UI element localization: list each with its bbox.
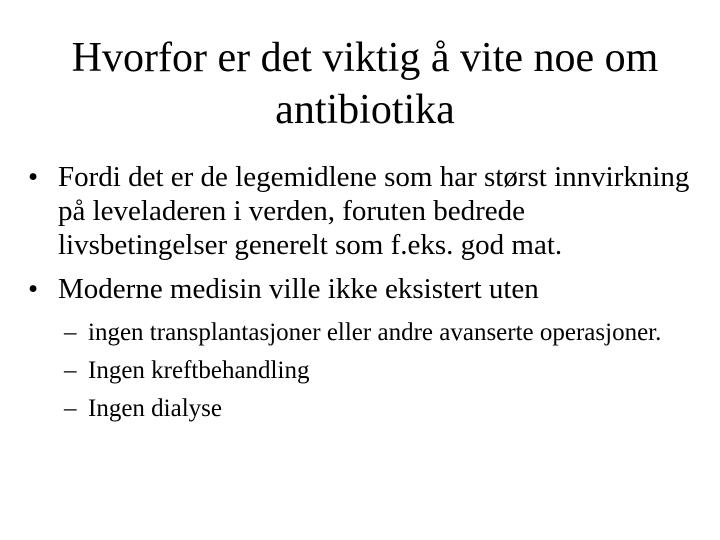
sub-bullet-text: Ingen kreftbehandling: [88, 357, 310, 384]
bullet-text: Moderne medisin ville ikke eksistert uten: [58, 273, 539, 305]
bullet-text: Fordi det er de legemidlene som har størst innvirkning på leveladeren i verden, foruten bedrede livsbetingelser generelt som f.eks. god mat.: [58, 161, 690, 261]
sub-bullet-list: [26, 318, 696, 424]
sub-bullet-item: [26, 394, 696, 424]
bullet-item: [26, 272, 696, 306]
dash-marker-icon: –: [64, 395, 77, 422]
bullet-marker-icon: •: [28, 273, 39, 305]
sub-bullet-text: Ingen dialyse: [88, 395, 222, 422]
sub-bullet-item: [26, 356, 696, 386]
sub-bullet-text: ingen transplantasjoner eller andre avanserte operasjoner.: [88, 319, 662, 346]
bullet-item: [26, 160, 696, 262]
sub-bullet-item: [26, 318, 696, 348]
slide-title: [40, 32, 690, 136]
slide-title-line-1: Hvorfor er det viktig å vite noe om: [71, 35, 659, 81]
slide-body: [26, 160, 696, 432]
bullet-marker-icon: •: [28, 161, 39, 193]
slide-title-line-2: antibiotika: [275, 87, 455, 133]
dash-marker-icon: –: [64, 357, 77, 384]
dash-marker-icon: –: [64, 319, 77, 346]
